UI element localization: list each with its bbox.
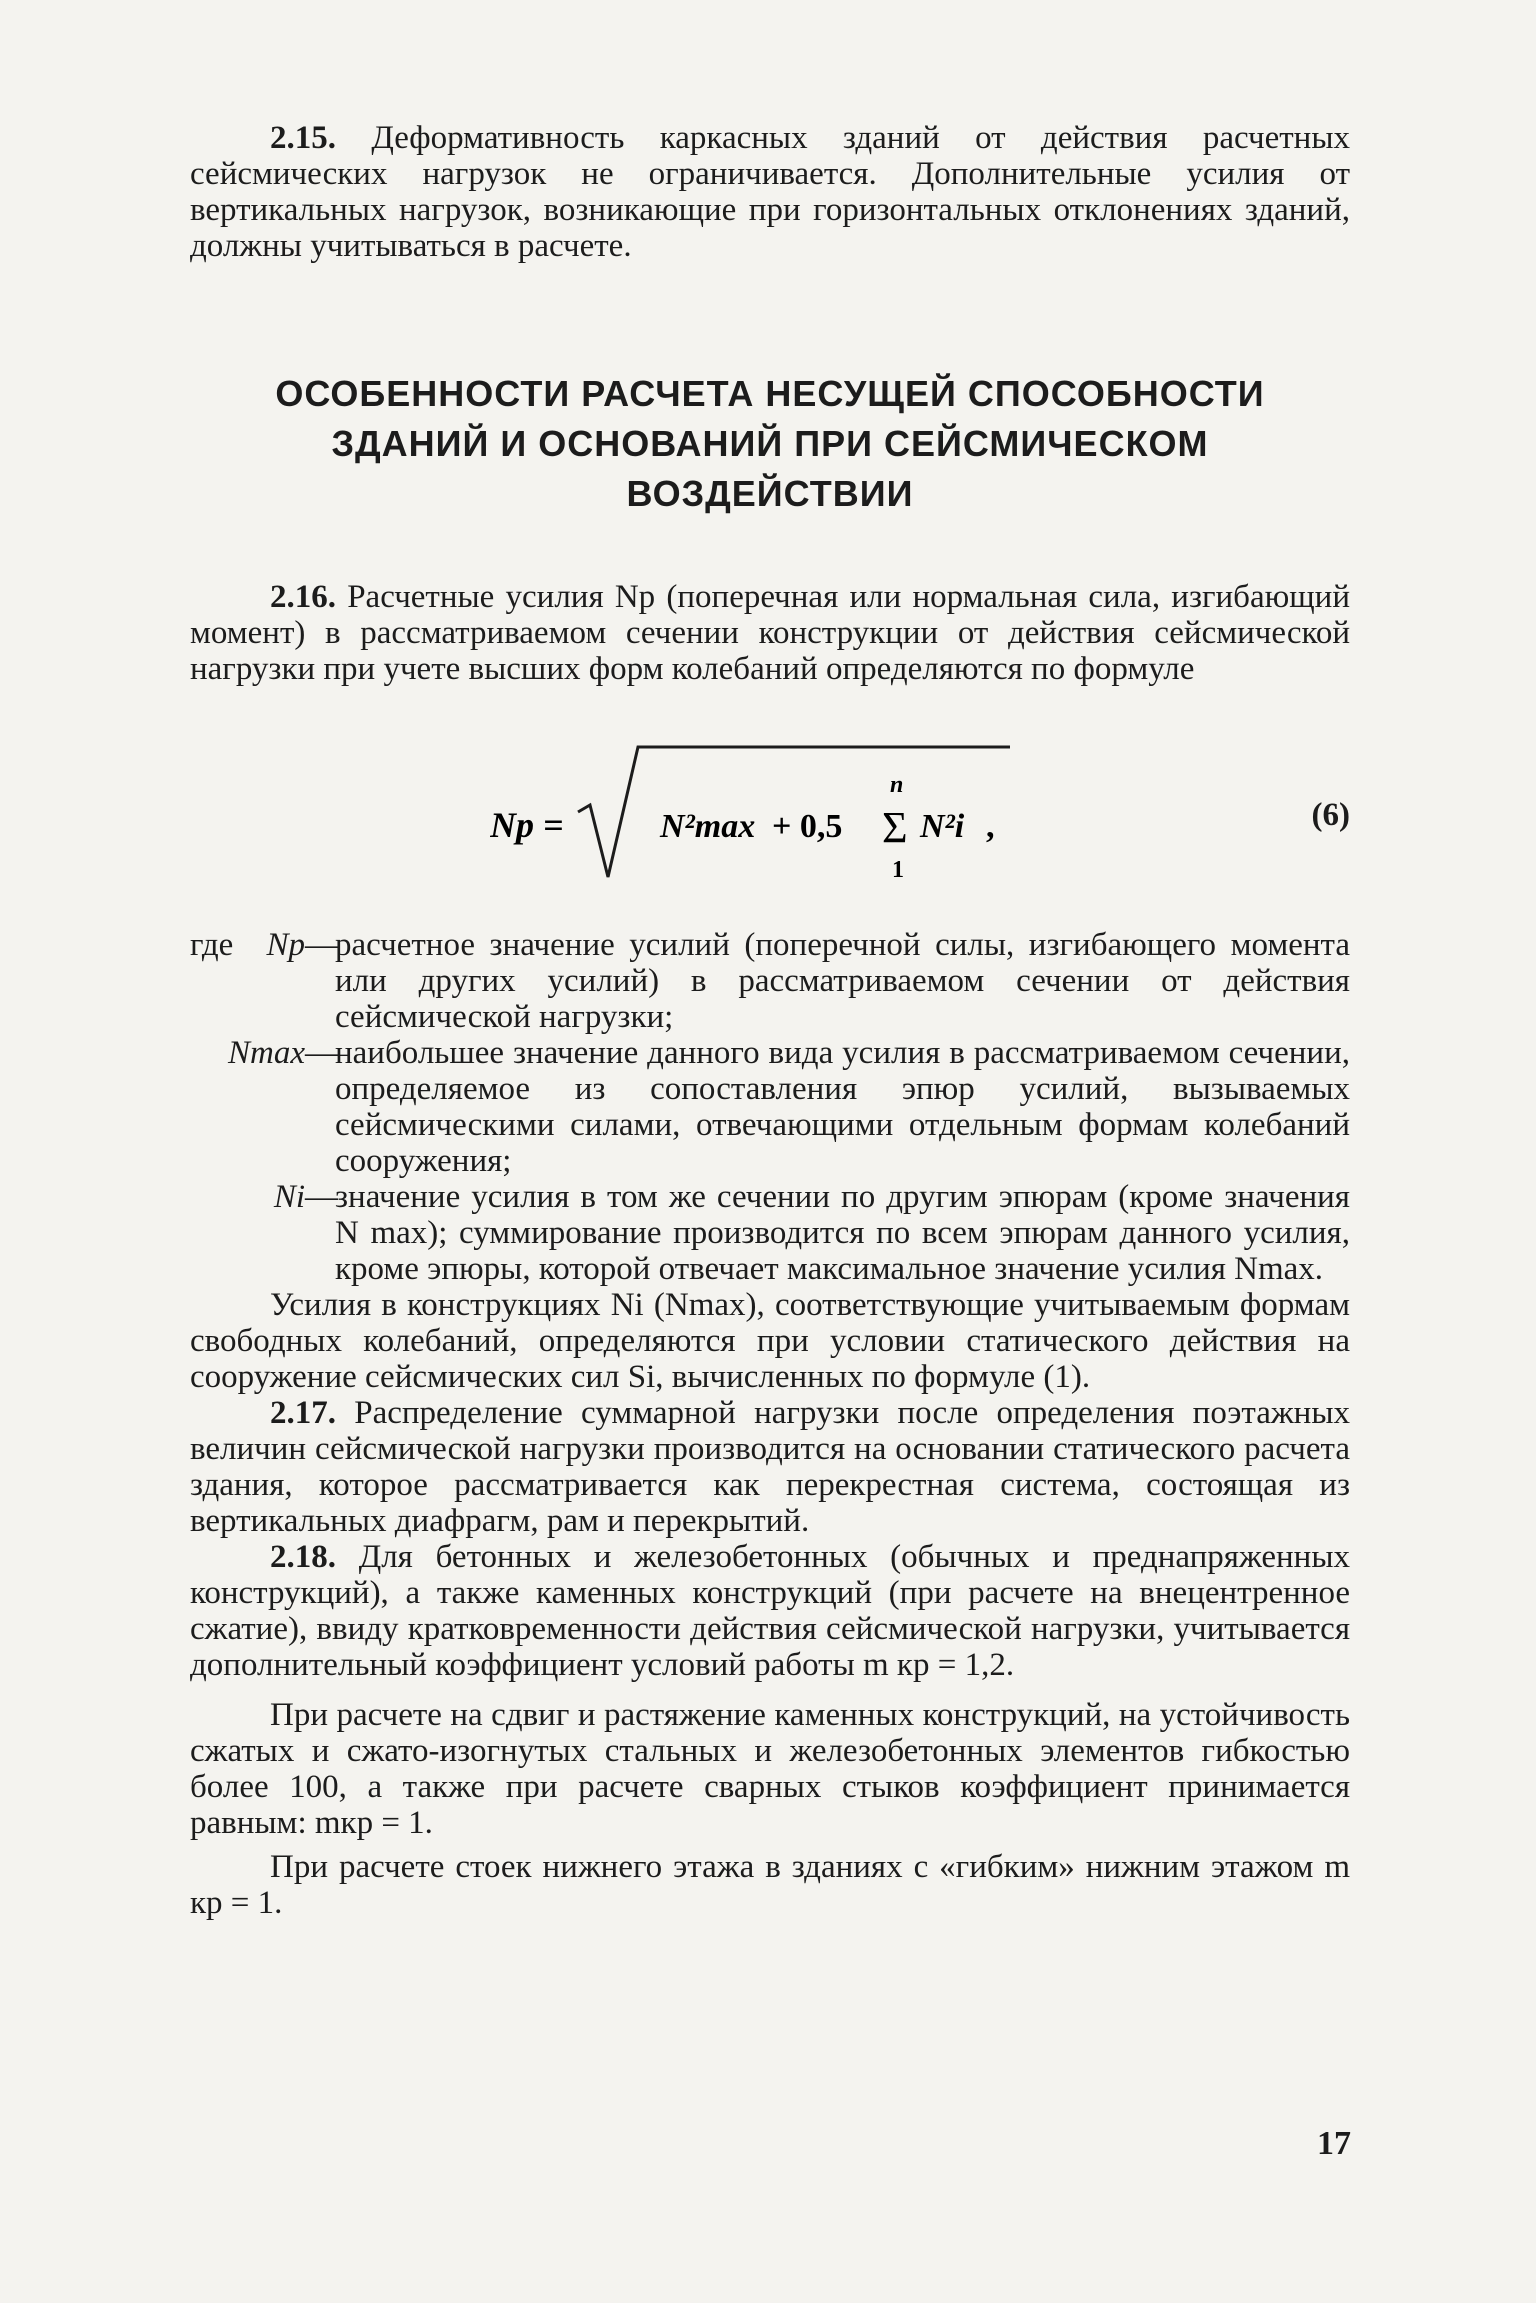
formula-sum: Σ: [882, 803, 908, 852]
paragraph-number: 2.15.: [270, 120, 336, 156]
section-heading: [190, 369, 1350, 519]
paragraph-2-16: [190, 579, 1350, 687]
heading-line-3: ВОЗДЕЙСТВИИ: [626, 473, 914, 514]
paragraph-shear: При расчете на сдвиг и растяжение каменных конструкций, на устойчивость сжатых и сжато-изогнутых стальных и железобетонных элементов гибкостью более 100, а также при расчете сварных стыков коэффициент принимается равным: mкр = 1.: [190, 1697, 1350, 1841]
formula-ni: N²i: [920, 808, 965, 845]
definition-ni: [190, 1179, 1350, 1287]
heading-line-1: ОСОБЕННОСТИ РАСЧЕТА НЕСУЩЕЙ СПОСОБНОСТИ: [275, 373, 1265, 414]
paragraph-number: 2.17.: [270, 1395, 336, 1431]
definition-symbol: Nр: [266, 927, 305, 963]
definition-text: наибольшее значение данного вида усилия в рассматриваемом сечении, определяемое из сопоставления эпюр усилий, вызываемых сейсмическими силами, отвечающими отдельным формам колебаний сооружения;: [335, 1035, 1350, 1179]
paragraph-2-15: [190, 120, 1350, 264]
paragraph-text: Расчетные усилия Nр (поперечная или нормальная сила, изгибающий момент) в рассматриваемом сечении конструкции от действия сейсмической нагрузки при учете высших форм колебаний определяются по формуле: [190, 579, 1350, 687]
paragraph-2-17: [190, 1395, 1350, 1539]
where-label: где: [190, 927, 234, 963]
formula-comma: ,: [986, 808, 995, 845]
formula-sum-lower: 1: [892, 857, 904, 883]
definition-np: [190, 927, 1350, 1035]
definition-symbol: Nmax: [228, 1035, 305, 1071]
definition-dash: —: [305, 1179, 338, 1215]
definition-dash: —: [305, 927, 338, 963]
definition-symbol: Ni: [273, 1179, 305, 1215]
definition-text: расчетное значение усилий (поперечной силы, изгибающего момента или других усилий) в рассматриваемом сечении от действия сейсмической нагрузки;: [335, 927, 1350, 1035]
paragraph-number: 2.16.: [270, 579, 336, 615]
definitions-list: [190, 927, 1350, 1287]
heading-line-2: ЗДАНИЙ И ОСНОВАНИЙ ПРИ СЕЙСМИЧЕСКОМ: [331, 423, 1209, 464]
definition-text: значение усилия в том же сечении по другим эпюрам (кроме значения N max); суммирование производится по всем эпюрам данного усилия, кроме эпюры, которой отвечает максимальное значение усилия Nmax.: [335, 1179, 1350, 1287]
paragraph-text: Деформативность каркасных зданий от действия расчетных сейсмических нагрузок не ограничивается. Дополнительные усилия от вертикальных нагрузок, возникающие при горизонтальных отклонениях зданий, должны учитываться в расчете.: [190, 120, 1350, 264]
formula-sum-upper: n: [890, 772, 904, 798]
paragraph-columns: При расчете стоек нижнего этажа в зданиях с «гибким» нижним этажом m кр = 1.: [190, 1849, 1350, 1921]
definition-dash: —: [305, 1035, 338, 1071]
paragraph-text: Распределение суммарной нагрузки после определения поэтажных величин сейсмической нагрузки производится на основании статического расчета здания, которое рассматривается как перекрестная система, состоящая из вертикальных диафрагм, рам и перекрытий.: [190, 1395, 1350, 1539]
formula-plus: + 0,5: [772, 808, 843, 845]
paragraph-2-18: [190, 1539, 1350, 1683]
formula-lhs: Nр =: [490, 805, 564, 845]
paragraph-number: 2.18.: [270, 1539, 336, 1575]
formula-number: (6): [1311, 797, 1350, 833]
page-body: [190, 120, 1350, 1921]
definition-nmax: [190, 1035, 1350, 1179]
formula-6: [190, 717, 1350, 917]
formula-graphic: [490, 717, 1050, 917]
paragraph-forces: Усилия в конструкциях Ni (Nmax), соответствующие учитываемым формам свободных колебаний, определяются при условии статического действия на сооружение сейсмических сил Si, вычисленных по формуле (1).: [190, 1287, 1350, 1395]
page-number: 17: [1317, 2125, 1351, 2162]
paragraph-text: Для бетонных и железобетонных (обычных и преднапряженных конструкций), а также каменных конструкций (при расчете на внецентренное сжатие), ввиду кратковременности действия сейсмической нагрузки, учитывается дополнительный коэффициент условий работы m кр = 1,2.: [190, 1539, 1350, 1683]
formula-nmax: N²max: [660, 808, 756, 845]
